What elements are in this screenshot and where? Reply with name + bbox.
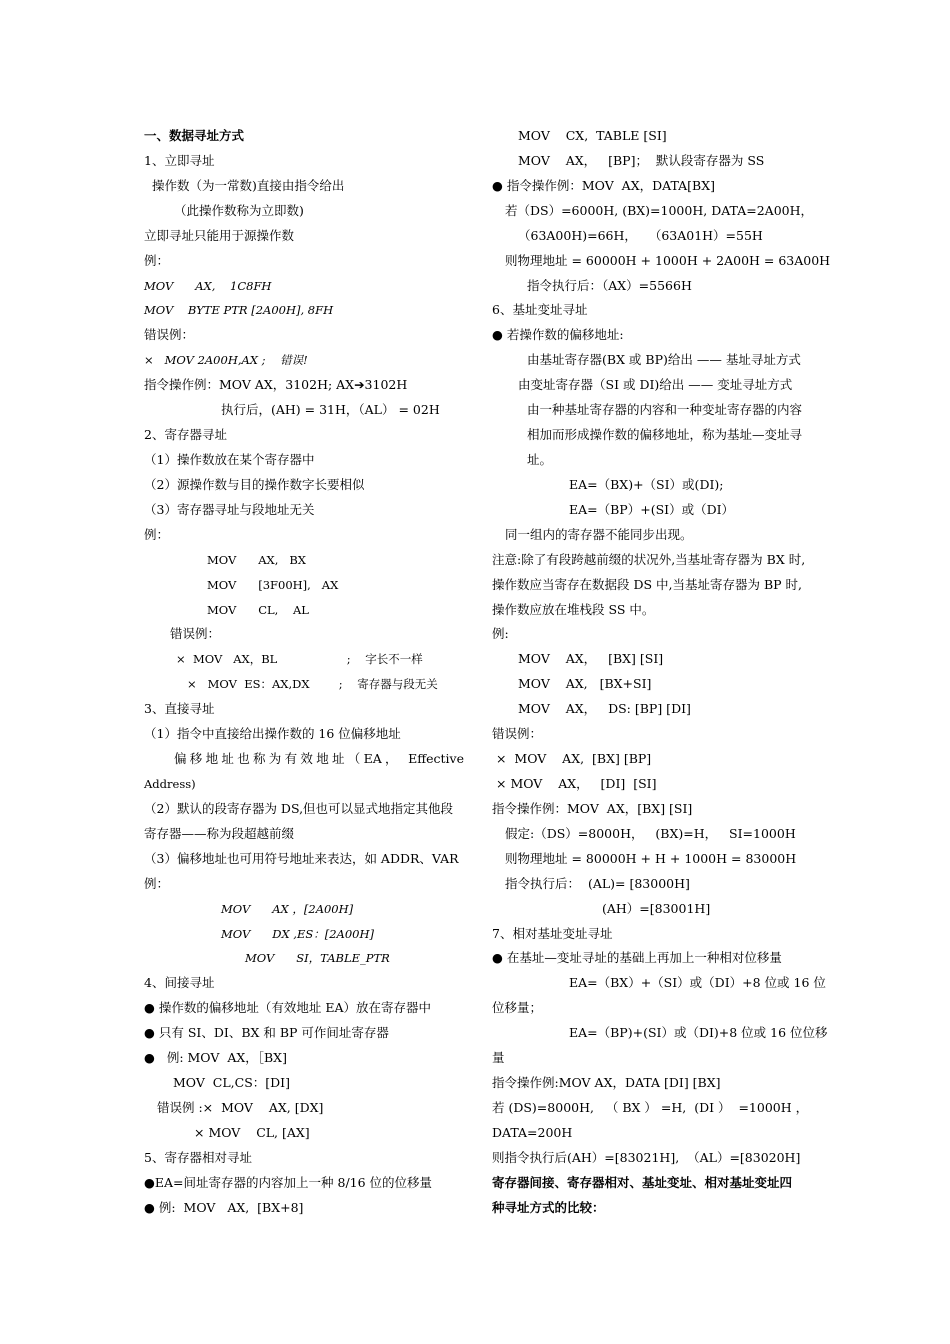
left-line-37: ● 例: MOV AX，［BX] <box>144 1050 287 1066</box>
right-line-22: MOV AX, [BX+SI] <box>518 676 652 692</box>
right-line-31: (AH）=[83001H] <box>602 900 711 916</box>
right-line-8: ● 若操作数的偏移地址: <box>492 327 624 343</box>
left-line-15: （3）寄存器寻址与段地址无关 <box>144 501 315 517</box>
right-line-19: 操作数应放在堆栈段 SS 中。 <box>492 601 655 617</box>
right-line-39: 若 (DS)=8000H, （ BX ） =H, (DI ） =1000H ， <box>492 1099 809 1115</box>
left-line-9: × MOV 2A00H,AX ; 错误! <box>144 353 308 368</box>
left-line-40: × MOV CL, [AX] <box>194 1124 310 1140</box>
left-line-10: 指令操作例：MOV AX，3102H; AX➔3102H <box>144 377 408 393</box>
left-column <box>144 124 464 1221</box>
left-line-32: MOV DX ,ES：[2A00H] <box>221 926 374 941</box>
left-line-36: ● 只有 SI、DI、BX 和 BP 可作间址寄存器 <box>144 1025 389 1041</box>
right-line-37: 量 <box>492 1050 505 1066</box>
left-line-24: （1）指令中直接给出操作数的 16 位偏移地址 <box>144 726 401 742</box>
left-line-16: 例： <box>144 526 170 542</box>
left-line-22: × MOV ES：AX,DX ; 寄存器与段无关 <box>187 677 438 692</box>
right-line-30: 指令执行后： (AL)= [83000H] <box>505 875 690 891</box>
right-line-0: MOV CX, TABLE [SI] <box>518 128 667 143</box>
right-line-26: × MOV AX， [DI] [SI] <box>496 775 657 791</box>
right-line-10: 由变址寄存器（SI 或 DI)给出 —— 变址寻址方式 <box>518 377 793 393</box>
left-line-34: 4、间接寻址 <box>144 975 215 991</box>
right-line-41: 则指令执行后(AH）=[83021H], （AL）=[83020H] <box>492 1149 801 1165</box>
right-line-3: 若（DS）=6000H, (BX)=1000H, DATA=2A00H， <box>505 202 813 218</box>
right-line-38: 指令操作例:MOV AX，DATA [DI] [BX] <box>492 1075 721 1091</box>
right-line-1: MOV AX， [BP]； 默认段寄存器为 SS <box>518 152 765 168</box>
right-line-43: 种寻址方式的比较： <box>492 1199 605 1215</box>
right-line-13: 址。 <box>527 451 553 467</box>
left-line-11: 执行后，(AH) = 31H，（AL） = 02H <box>221 402 440 418</box>
left-line-0: 一、数据寻址方式 <box>144 128 245 143</box>
right-line-20: 例: <box>492 626 509 642</box>
right-line-28: 假定:（DS）=8000H， (BX)=H， SI=1000H <box>505 825 796 841</box>
left-line-20: 错误例： <box>170 626 221 642</box>
right-line-18: 操作数应当寄存在数据段 DS 中,当基址寄存器为 BP 时, <box>492 576 803 592</box>
left-line-5: 例： <box>144 252 170 268</box>
right-line-42: 寄存器间接、寄存器相对、基址变址、相对基址变址四 <box>492 1174 793 1190</box>
right-line-2: ● 指令操作例：MOV AX，DATA[BX] <box>492 177 715 193</box>
right-line-9: 由基址寄存器(BX 或 BP)给出 —— 基址寻址方式 <box>527 352 801 368</box>
right-line-11: 由一种基址寄存器的内容和一种变址寄存器的内容 <box>527 402 803 418</box>
right-line-4: （63A00H)=66H， （63A01H）=55H <box>518 227 763 243</box>
right-line-33: ● 在基址—变址寻址的基础上再加上一种相对位移量 <box>492 950 782 966</box>
right-line-12: 相加而形成操作数的偏移地址，称为基址—变址寻 <box>527 427 803 443</box>
left-line-2: 操作数（为一常数)直接由指令给出 <box>152 177 345 193</box>
left-line-6: MOV AX, 1C8FH <box>144 278 272 293</box>
left-line-38: MOV CL,CS：[DI] <box>173 1075 290 1091</box>
left-line-18: MOV [3F00H], AX <box>207 577 339 592</box>
left-line-30: 例： <box>144 875 170 891</box>
left-line-31: MOV AX ，[2A00H] <box>221 901 354 916</box>
left-line-7: MOV BYTE PTR [2A00H], 8FH <box>144 303 334 318</box>
right-line-14: EA=（BX)+（SI）或(DI); <box>569 476 724 492</box>
left-line-41: 5、寄存器相对寻址 <box>144 1149 252 1165</box>
right-line-24: 错误例： <box>492 726 543 742</box>
left-line-29: （3）偏移地址也可用符号地址来表达，如 ADDR、VAR <box>144 850 459 866</box>
right-line-27: 指令操作例：MOV AX，[BX] [SI] <box>492 800 693 816</box>
left-line-27: （2）默认的段寄存器为 DS,但也可以显式地指定其他段 <box>144 800 454 816</box>
left-line-1: 1、立即寻址 <box>144 152 215 168</box>
left-line-12: 2、寄存器寻址 <box>144 427 227 443</box>
right-line-36: EA=（BP)+(SI）或（DI)+8 位或 16 位位移 <box>569 1025 828 1041</box>
left-line-21: × MOV AX，BL ; 字长不一样 <box>176 652 423 667</box>
right-line-29: 则物理地址 = 80000H + H + 1000H = 83000H <box>505 850 797 866</box>
right-line-25: × MOV AX, [BX] [BP] <box>496 751 652 767</box>
right-line-34: EA=（BX）+（SI）或（DI）+8 位或 16 位 <box>569 975 826 991</box>
left-line-42: ●EA=间址寄存器的内容加上一种 8/16 位的位移量 <box>144 1174 433 1190</box>
right-line-21: MOV AX， [BX] [SI] <box>518 651 664 667</box>
left-line-33: MOV SI，TABLE_PTR <box>245 951 390 966</box>
right-line-7: 6、基址变址寻址 <box>492 302 588 318</box>
left-line-35: ● 操作数的偏移地址（有效地址 EA）放在寄存器中 <box>144 1000 432 1016</box>
right-line-32: 7、相对基址变址寻址 <box>492 925 613 941</box>
right-line-16: 同一组内的寄存器不能同步出现。 <box>505 526 693 542</box>
right-line-40: DATA=200H <box>492 1124 573 1140</box>
left-line-23: 3、直接寻址 <box>144 701 215 717</box>
left-line-4: 立即寻址只能用于源操作数 <box>144 227 295 243</box>
right-line-35: 位移量； <box>492 1000 543 1016</box>
right-line-17: 注意:除了有段跨越前缀的状况外,当基址寄存器为 BX 时, <box>492 551 806 567</box>
left-line-17: MOV AX, BX <box>207 552 306 567</box>
right-line-23: MOV AX， DS: [BP] [DI] <box>518 701 691 717</box>
left-line-26: Address) <box>144 776 196 791</box>
right-line-15: EA=（BP）+(SI）或（DI） <box>569 501 735 517</box>
left-line-28: 寄存器——称为段超越前缀 <box>144 825 295 841</box>
right-column <box>492 124 831 1221</box>
left-line-19: MOV CL, AL <box>207 602 309 617</box>
left-line-8: 错误例： <box>144 327 195 343</box>
left-line-14: （2）源操作数与目的操作数字长要相似 <box>144 476 365 492</box>
right-line-5: 则物理地址 = 60000H + 1000H + 2A00H = 63A00H <box>505 252 831 268</box>
left-line-3: （此操作数称为立即数) <box>174 202 304 218</box>
left-line-43: ● 例: MOV AX, [BX+8] <box>144 1199 304 1215</box>
left-line-25: 偏移地址也称为有效地址（EA， Effective <box>174 751 464 767</box>
right-line-6: 指令执行后：（AX）=5566H <box>527 277 692 293</box>
left-line-39: 错误例 :× MOV AX, [DX] <box>157 1099 324 1115</box>
left-line-13: （1）操作数放在某个寄存器中 <box>144 451 315 467</box>
